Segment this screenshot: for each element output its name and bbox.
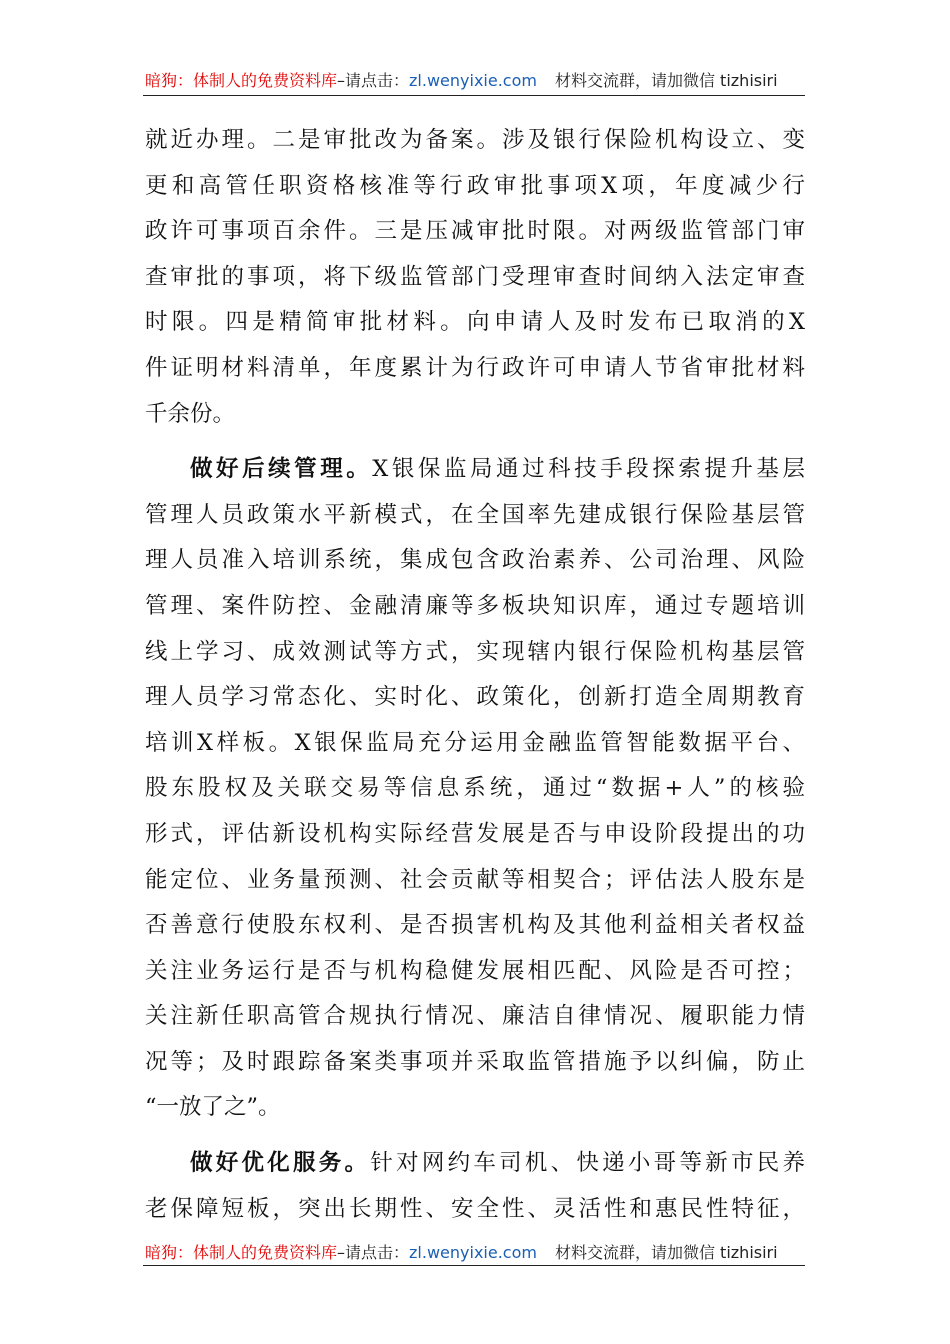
text-line: 管理、案件防控、金融清廉等多板块知识库，通过专题培训	[145, 592, 805, 619]
footer-wechat: 材料交流群，请加微信 tizhisiri	[554, 1243, 778, 1262]
text-line: 更和高管任职资格核准等行政审批事项X项，年度减少行	[145, 172, 805, 199]
text-line-first	[145, 1141, 805, 1187]
text-line: 理人员准入培训系统，集成包含政治素养、公司治理、风险	[145, 547, 805, 574]
header-url-link[interactable]: zl.wenyixie.com	[409, 71, 537, 90]
text-line: 能定位、业务量预测、社会贡献等相契合；评估法人股东是	[145, 866, 805, 893]
text-line: 就近办理。二是审批改为备案。涉及银行保险机构设立、变	[145, 127, 805, 153]
paragraph-1	[145, 118, 805, 437]
text-line: 千余份。	[145, 400, 236, 427]
paragraph-heading: 做好后续管理。	[190, 456, 373, 483]
footer-brand: 暗狗：体制人的免费资料库	[145, 1243, 338, 1262]
paragraph-2	[145, 447, 805, 1131]
text-run: 针对网约车司机、快递小哥等新市民养	[370, 1150, 805, 1177]
text-line: 股东股权及关联交易等信息系统，通过“数据+人”的核验	[145, 775, 805, 802]
text-line: “一放了之”。	[145, 1094, 281, 1121]
paragraph-3	[145, 1141, 805, 1232]
document-body	[145, 118, 805, 1232]
text-line: 否善意行使股东权利、是否损害机构及其他利益相关者权益	[145, 912, 805, 939]
page-footer	[145, 1240, 805, 1263]
text-line: 关注新任职高管合规执行情况、廉洁自律情况、履职能力情	[145, 1003, 805, 1030]
text-line: 时限。四是精简审批材料。向申请人及时发布已取消的X	[145, 309, 805, 336]
header-wechat: 材料交流群，请加微信 tizhisiri	[554, 71, 778, 90]
footer-click-text: –请点击：	[337, 1243, 410, 1262]
text-line: 政许可事项百余件。三是压减审批时限。对两级监管部门审	[145, 218, 805, 245]
text-line: 关注业务运行是否与机构稳健发展相匹配、风险是否可控；	[145, 957, 805, 984]
text-line-first	[145, 447, 805, 493]
header-brand: 暗狗：体制人的免费资料库	[145, 71, 338, 90]
header-divider	[143, 95, 805, 96]
text-line: 件证明材料清单，年度累计为行政许可申请人节省审批材料	[145, 354, 805, 381]
text-line: 形式，评估新设机构实际经营发展是否与申设阶段提出的功	[145, 820, 805, 847]
text-line: 管理人员政策水平新模式，在全国率先建成银行保险基层管	[145, 501, 805, 528]
text-line: 线上学习、成效测试等方式，实现辖内银行保险机构基层管	[145, 638, 805, 665]
footer-url-link[interactable]: zl.wenyixie.com	[409, 1243, 537, 1262]
text-run: X银保监局通过科技手段探索提升基层	[372, 456, 805, 483]
text-line: 老保障短板，突出长期性、安全性、灵活性和惠民性特征，	[145, 1195, 805, 1222]
text-line: 理人员学习常态化、实时化、政策化，创新打造全周期教育	[145, 684, 805, 711]
text-line: 况等；及时跟踪备案类事项并采取监管措施予以纠偏，防止	[145, 1048, 805, 1075]
paragraph-heading: 做好优化服务。	[190, 1150, 371, 1177]
page-header	[145, 68, 805, 91]
text-line: 培训X样板。X银保监局充分运用金融监管智能数据平台、	[145, 729, 805, 756]
footer-divider	[143, 1265, 805, 1266]
header-click-text: –请点击：	[337, 71, 410, 90]
text-line: 查审批的事项，将下级监管部门受理审查时间纳入法定审查	[145, 263, 805, 290]
